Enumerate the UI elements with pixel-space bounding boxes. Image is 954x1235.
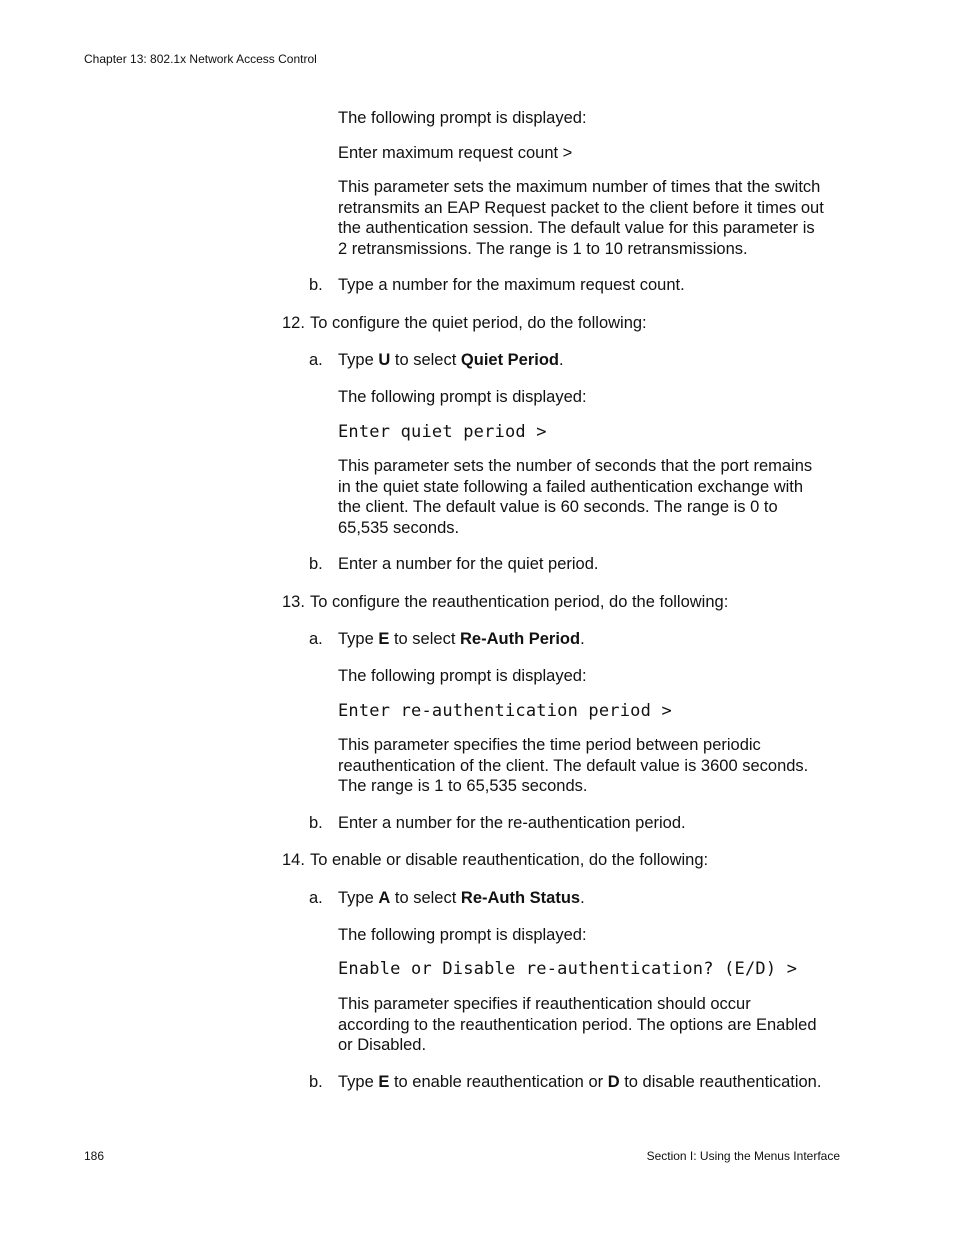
description-line: the client. The default value is 60 seconds. The range is 0 to <box>338 498 778 516</box>
key-letter: D <box>607 1073 620 1091</box>
key-letter: A <box>378 889 391 907</box>
key-letter: E <box>378 630 390 648</box>
menu-item-name: Re-Auth Status <box>460 889 581 907</box>
text-run: . <box>559 351 564 369</box>
text-run: Type <box>338 351 379 369</box>
description-line: 65,535 seconds. <box>338 518 460 537</box>
text-run: Type <box>338 630 379 648</box>
substep-label: b. <box>309 1073 323 1091</box>
substep-label: a. <box>309 351 323 369</box>
substep-text: Enter a number for the quiet period. <box>338 555 599 573</box>
text-run: Type <box>338 889 379 907</box>
substep-text <box>338 629 585 649</box>
description-line: This parameter sets the number of seconds that the port remains <box>338 457 813 475</box>
substep-text <box>338 888 585 908</box>
prompt-code: Enable or Disable re-authentication? (E/D) > <box>338 959 798 979</box>
paragraph: The following prompt is displayed: <box>338 109 587 127</box>
substep-label: b. <box>309 555 323 573</box>
step-number: 12. <box>282 314 305 332</box>
description-line: This parameter sets the maximum number of times that the switch <box>338 178 821 196</box>
menu-item-name: Re-Auth Period <box>460 630 581 648</box>
step-text: To enable or disable reauthentication, do the following: <box>310 851 709 869</box>
substep-label: a. <box>309 889 323 907</box>
description-line: in the quiet state following a failed authentication exchange with <box>338 477 804 496</box>
paragraph: The following prompt is displayed: <box>338 667 587 685</box>
running-header: Chapter 13: 802.1x Network Access Control <box>84 52 317 66</box>
description-line: the authentication session. The default value for this parameter is <box>338 219 815 237</box>
step-text: To configure the quiet period, do the following: <box>310 314 647 332</box>
description-line: The range is 1 to 65,535 seconds. <box>338 777 588 795</box>
text-run: . <box>580 630 585 648</box>
text-run: to select <box>389 630 460 648</box>
text-run: to select <box>390 351 461 369</box>
step-text: To configure the reauthentication period, do the following: <box>310 593 729 611</box>
description-line: This parameter specifies the time period between periodic <box>338 736 761 754</box>
paragraph: The following prompt is displayed: <box>338 388 587 406</box>
description-line: reauthentication of the client. The default value is 3600 seconds. <box>338 756 809 775</box>
description-line: according to the reauthentication period. The options are Enabled <box>338 1015 817 1034</box>
substep-label: a. <box>309 630 323 648</box>
step-number: 13. <box>282 593 305 611</box>
text-run: Type <box>338 1073 379 1091</box>
substep-text: Type a number for the maximum request count. <box>338 276 685 294</box>
description-line: or Disabled. <box>338 1036 427 1054</box>
substep-label: b. <box>309 814 323 832</box>
description-line: 2 retransmissions. The range is 1 to 10 retransmissions. <box>338 239 748 258</box>
prompt-code: Enter re-authentication period > <box>338 701 672 721</box>
substep-text: Enter a number for the re-authentication period. <box>338 814 686 832</box>
text-run: to select <box>390 889 461 907</box>
paragraph: The following prompt is displayed: <box>338 926 587 944</box>
page-number: 186 <box>84 1149 105 1163</box>
substep-label: b. <box>309 276 323 294</box>
text-run: to disable reauthentication. <box>619 1073 822 1091</box>
description-line: This parameter specifies if reauthentication should occur <box>338 995 751 1013</box>
prompt-code: Enter quiet period > <box>338 422 547 442</box>
prompt-text: Enter maximum request count > <box>338 144 573 162</box>
step-number: 14. <box>282 851 305 869</box>
text-run: to enable reauthentication or <box>389 1073 608 1091</box>
text-run: . <box>580 889 585 907</box>
menu-item-name: Quiet Period <box>460 351 560 369</box>
substep-text <box>338 350 564 370</box>
running-footer: Section I: Using the Menus Interface <box>646 1149 840 1163</box>
key-letter: E <box>378 1073 390 1091</box>
substep-text <box>338 1072 821 1092</box>
description-line: retransmits an EAP Request packet to the client before it times out <box>338 198 824 217</box>
key-letter: U <box>378 351 391 369</box>
